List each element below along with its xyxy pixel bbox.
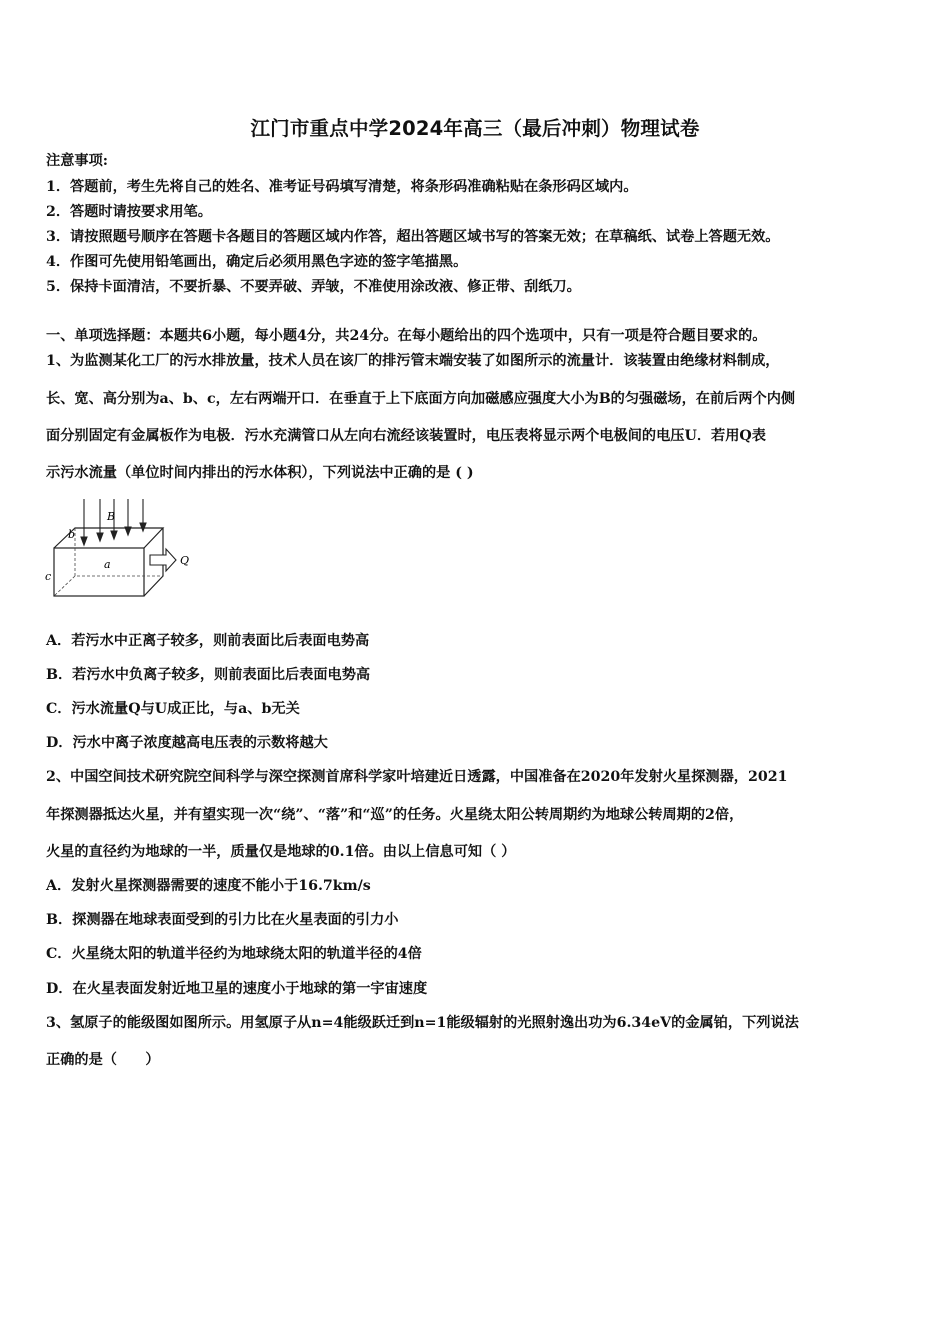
q1-option-d: D．污水中离子浓度越高电压表的示数将越大	[46, 735, 328, 751]
q1-line-4: 示污水流量（单位时间内排出的污水体积），下列说法中正确的是 ( )	[46, 465, 474, 481]
box-hidden-edges	[75, 528, 163, 576]
q2-line-2: 年探测器抵达火星，并有望实现一次“绕”、“落”和“巡”的任务。火星绕太阳公转周期约为地球公转周期的2倍，	[46, 807, 744, 823]
q1-option-a: A．若污水中正离子较多，则前表面比后表面电势高	[46, 633, 370, 649]
label-Q: Q	[180, 554, 190, 567]
q3-line-1: 3、氢原子的能级图如图所示。用氢原子从n=4能级跃迁到n=1能级辐射的光照射逸出功为6.34eV的金属铂，下列说法	[46, 1015, 799, 1031]
q3-line-2: 正确的是（ ）	[46, 1052, 160, 1068]
q2-line-1: 2、中国空间技术研究院空间科学与深空探测首席科学家叶培建近日透露，中国准备在2020年发射火星探测器，2021	[46, 769, 788, 785]
q1-option-b: B．若污水中负离子较多，则前表面比后表面电势高	[46, 667, 371, 683]
flowmeter-diagram	[42, 493, 202, 605]
notice-item-3: 3．请按照题号顺序在答题卡各题目的答题区域内作答，超出答题区域书写的答案无效；在草稿纸、试卷上答题无效。	[46, 229, 780, 245]
q2-option-d: D．在火星表面发射近地卫星的速度小于地球的第一宇宙速度	[46, 981, 428, 997]
box-hidden-edge	[54, 576, 75, 596]
label-b: b	[68, 528, 76, 541]
q2-option-b: B．探测器在地球表面受到的引力比在火星表面的引力小	[46, 912, 399, 928]
notice-item-4: 4．作图可先使用铅笔画出，确定后必须用黑色字迹的签字笔描黑。	[46, 254, 468, 270]
q1-line-1: 1、为监测某化工厂的污水排放量，技术人员在该厂的排污管末端安装了如图所示的流量计．该装置由绝缘材料制成，	[46, 353, 780, 369]
q1-option-c: C．污水流量Q与U成正比，与a、b无关	[46, 701, 300, 717]
q1-line-2: 长、宽、高分别为a、b、c，左右两端开口．在垂直于上下底面方向加磁感应强度大小为B的匀强磁场，在前后两个内侧	[46, 391, 796, 407]
box-front-face	[54, 548, 144, 596]
q2-line-3: 火星的直径约为地球的一半，质量仅是地球的0.1倍。由以上信息可知（ ）	[46, 844, 516, 860]
notice-heading: 注意事项:	[46, 153, 108, 169]
q2-option-a: A．发射火星探测器需要的速度不能小于16.7km/s	[46, 878, 371, 894]
notice-item-5: 5．保持卡面清洁，不要折暴、不要弄破、弄皱，不准使用涂改液、修正带、刮纸刀。	[46, 279, 581, 295]
label-a: a	[104, 558, 111, 571]
q2-option-c: C．火星绕太阳的轨道半径约为地球绕太阳的轨道半径的4倍	[46, 946, 422, 962]
exam-title: 江门市重点中学2024年高三（最后冲刺）物理试卷	[250, 117, 700, 140]
label-c: c	[45, 570, 52, 583]
q1-line-3: 面分别固定有金属板作为电极．污水充满管口从左向右流经该装置时，电压表将显示两个电极间的电压U．若用Q表	[46, 428, 766, 444]
notice-item-2: 2．答题时请按要求用笔。	[46, 204, 212, 220]
label-B: B	[107, 510, 116, 523]
section-heading: 一、单项选择题：本题共6小题，每小题4分，共24分。在每小题给出的四个选项中，只有一项是符合题目要求的。	[46, 328, 767, 344]
notice-item-1: 1．答题前，考生先将自己的姓名、准考证号码填写清楚，将条形码准确粘贴在条形码区域内。	[46, 179, 638, 195]
